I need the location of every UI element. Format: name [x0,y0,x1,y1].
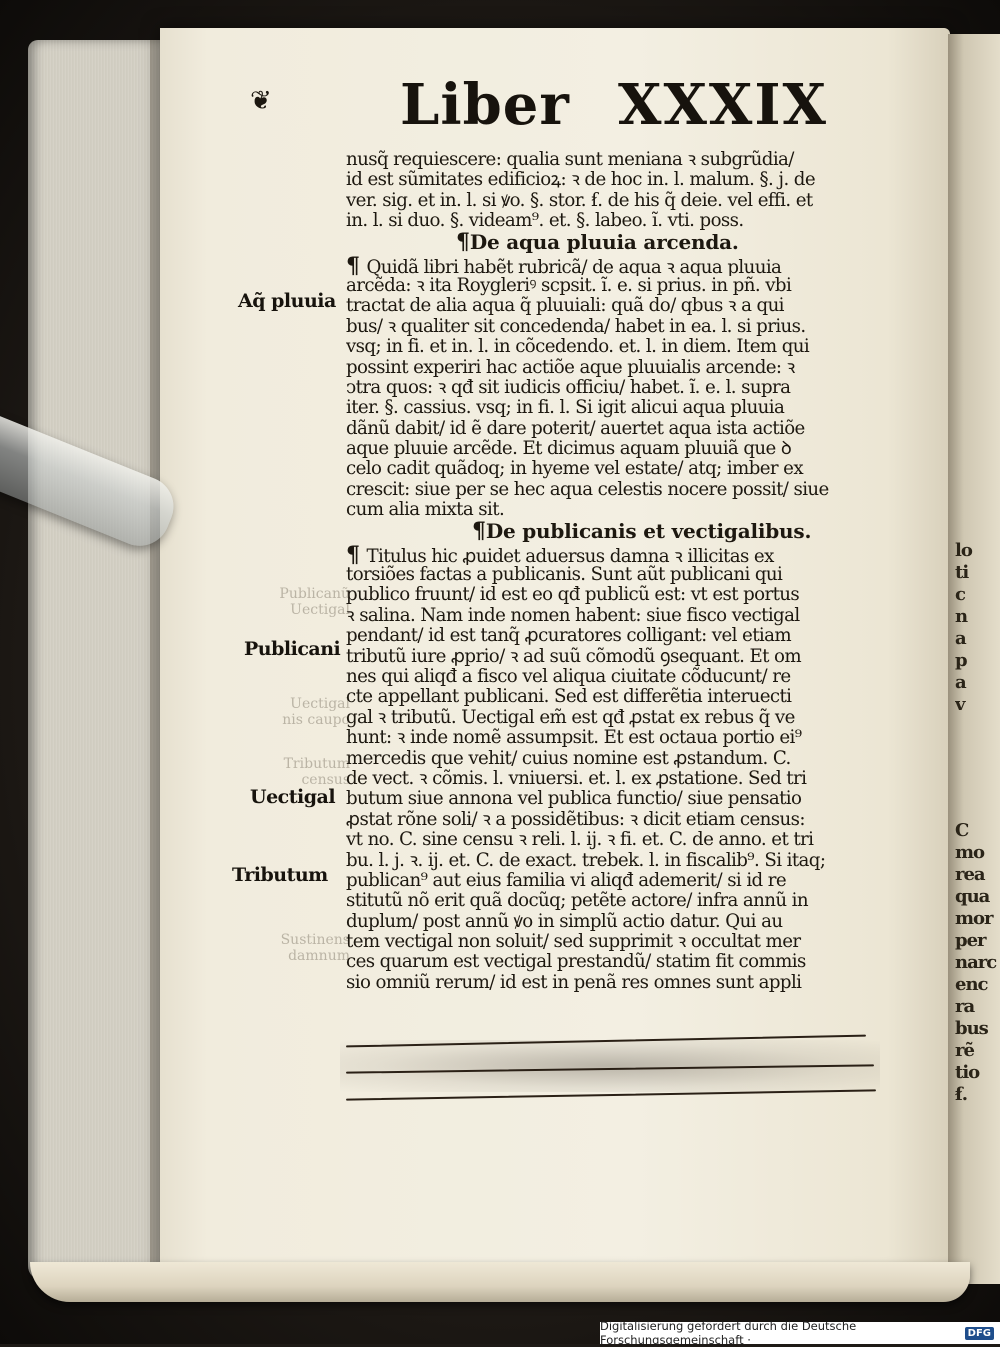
bleed-through-note: Tributum census [283,756,350,788]
text-line: cum alia mixta sit. [346,500,505,521]
margin-note-tributum: Tributum [232,864,328,886]
text-line: butum siue annona vel publica functio/ siue pensatio [346,789,802,810]
text-line: dãnũ dabit/ id ẽ dare poterit/ auertet aqua ista actiõe [346,418,805,439]
text-line: publican⁹ aut eius familia vi aliqđ ademerit/ si id re [346,870,787,891]
text-line: arcẽda: ꝛ ita Roygleriꝰ scpsit. ĩ. e. si prius. in pñ. vbi [346,275,792,296]
text-line: ꝛ salina. Nam inde nomen habent: siue fisco vectigal [346,605,800,626]
bleed-through-note: Uectigal nis caupo [282,696,350,728]
text-line: tem vectigal non soluit/ sed supprimit ꝛ occultat mer [346,932,801,953]
facing-page-fragment: ẜ. [955,1084,968,1105]
text-line: celo cadit quãdoq; in hyeme vel estate/ atq; imber ex [346,459,804,480]
text-line: ↄtra quos: ꝛ qđ sit iudicis officiu/ habet. ĩ. e. l. supra [346,377,791,398]
pilcrow-icon: ¶ [346,255,367,276]
text-line: duplum/ post annũ ꝟo in simplũ actio datur. Qui au [346,911,783,932]
text-line: mercedis que vehit/ cuius nomine est ꝓstandum. C. [346,748,791,769]
text-line: cte appellant publicani. Sed est differẽtia interuecti [346,687,792,708]
text-line: sio omniũ rerum/ id est in penã res omnes sunt appli [346,972,802,993]
text-line: possint experiri hac actiõe aque pluuialis arcende: ꝛ [346,357,795,378]
facing-page-fragment: ti [955,562,969,583]
facing-page-fragment: narc [955,952,997,973]
margin-note-aqua-pluuia: Aq̃ pluuia [238,290,336,312]
facing-page-fragment: mo [955,842,985,863]
main-text [346,150,876,993]
facing-page-fragment: enc [955,974,988,995]
facing-page-fragment: per [955,930,986,951]
facing-page-text [955,820,1000,1106]
bleed-through-note: Publicanũ Uectigal [279,586,350,618]
bleed-through-note: Sustinens damnum [280,932,350,964]
facing-page-fragment: qua [955,886,990,907]
text-line: tractat de alia aqua q̃ pluuiali: quã do/ qbus ꝛ a qui [346,296,784,317]
text-line: torsiões factas a publicanis. Sunt aũt publicani qui [346,565,783,586]
dfg-logo: DFG [965,1327,994,1340]
text-line: id est sũmitates edificioꝝ: ꝛ de hoc in. l. malum. §. j. de [346,170,816,191]
text-line: nes qui aliqđ a fisco vel aliqua ciuitate cõducunt/ re [346,666,791,687]
text-line: vsq; in fi. et in. l. in cõcedendo. et. l. in diem. Item qui [346,337,810,358]
text-line: de vect. ꝛ cõmis. l. vniuersi. et. l. ex ꝓstatione. Sed tri [346,768,807,789]
facing-page-fragment: c [955,584,965,605]
facing-page-fragment: bus [955,1018,988,1039]
facing-page-fragment: rẽ [955,1040,974,1061]
facing-page-fragment: n [955,606,968,627]
facing-page-fragment: tio [955,1062,980,1083]
page-fore-edge [28,40,168,1280]
page-header [250,72,870,142]
text-line: in. l. si duo. §. videam⁹. et. §. labeo. ĩ. vti. poss. [346,211,744,232]
facing-page-fragment: a [955,672,966,693]
pilcrow-icon: ¶ [346,544,367,566]
text-line: pendant/ id est tanq̃ ꝓcuratores colligant: vel etiam [346,626,792,647]
text-line: nusq̃ requiescere: qualia sunt meniana ꝛ subgrũdia/ [346,150,794,170]
facing-page-fragment: lo [955,540,972,561]
facing-page-fragment: mor [955,908,993,929]
text-line: publico fruunt/ id est eo qđ publicũ est: vt est portus [346,585,800,606]
facing-page-fragment: C [955,820,969,841]
text-line: ꝓstat rõne soli/ ꝛ a possidẽtibus: ꝛ dicit etiam census: [346,809,805,830]
ornament-icon: ❦ [250,86,272,116]
text-line: vt no. C. sine censu ꝛ reli. l. ij. ꝛ fi. et. C. de anno. et tri [346,830,814,851]
page-curl [30,1262,970,1302]
text-line: tributũ iure ꝓprio/ ꝛ ad suũ cõmodũ ꝯsequant. Et om [346,646,802,667]
margin-note-vectigal: Uectigal [250,786,336,808]
text-line: ¶ Quidã libri habẽt rubricã/ de aqua ꝛ aqua pluuia [346,256,876,276]
text-line: aque pluuie arcẽde. Et dicimus aquam pluuiã que ꝺ [346,439,792,460]
section-heading: ¶De publicanis et vectigalibus. [472,517,812,544]
facing-page-fragment: ra [955,996,975,1017]
facing-page-fragment: p [955,650,967,671]
text-line: crescit: siue per se hec aqua celestis nocere possit/ siue [346,479,829,500]
text-line: stitutũ nõ erit quã docũq; petẽte actore/ infra annũ in [346,891,808,912]
pilcrow-icon: ¶ [472,517,486,544]
text-line: bus/ ꝛ qualiter sit concedenda/ habet in ea. l. si prius. [346,316,806,337]
facing-page-top-text [955,540,1000,716]
pilcrow-icon: ¶ [456,228,470,255]
text-line: ¶ Titulus hic ꝓuidet aduersus damna ꝛ illicitas ex [346,545,876,565]
footer-text: Digitalisierung gefördert durch die Deutsche Forschungsgemeinschaft · [600,1319,857,1347]
text-line: hunt: ꝛ inde nomẽ assumpsit. Et est octaua portio ei⁹ [346,728,802,749]
section-heading: ¶De aqua pluuia arcenda. [456,228,739,255]
text-line: ces quarum est vectigal prestandũ/ statim fit commis [346,952,806,973]
text-line: ver. sig. et in. l. si ꝟo. §. stor. ẜ. de his q̃ deie. vel effi. et [346,190,813,211]
book-number: XXXIX [618,72,828,138]
margin-note-publicani: Publicani [244,638,341,660]
digitization-footer [600,1319,1000,1347]
text-line: bu. l. j. ꝛ. ij. et. C. de exact. trebek. l. in fiscalib⁹. Si itaq; [346,850,826,871]
facing-page-fragment: rea [955,864,985,885]
text-line: iter. §. cassius. vsq; in fi. l. Si igit alicui aqua pluuia [346,398,785,419]
text-line: gal ꝛ tributũ. Uectigal em̃ est qđ ꝓstat ex rebus q̃ ve [346,707,795,728]
running-title: Liber [400,72,570,138]
facing-page-fragment: a [955,628,966,649]
facing-page-fragment: v [955,694,965,715]
